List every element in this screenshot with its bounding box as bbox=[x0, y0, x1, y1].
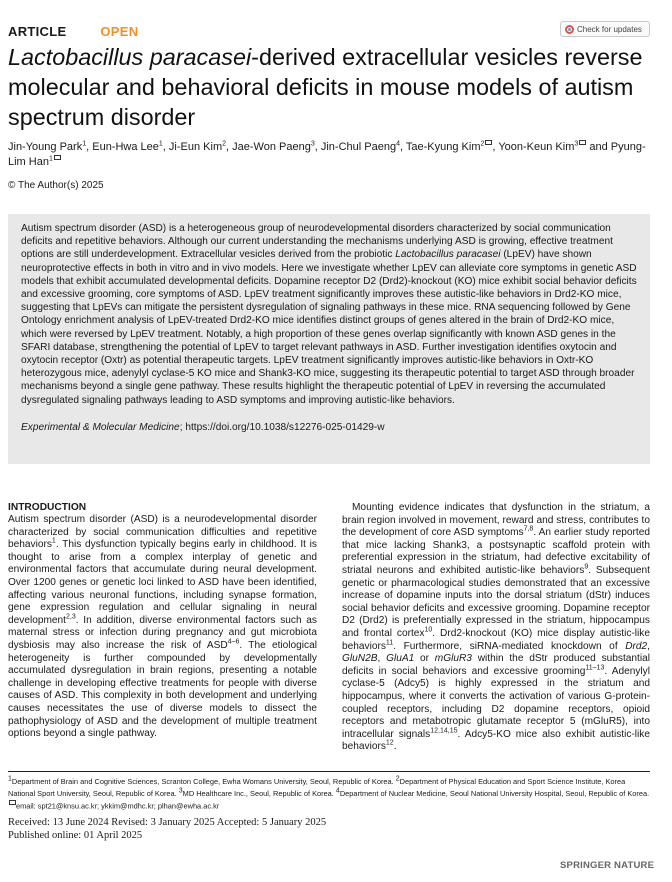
author-affiliation-ref: 1 bbox=[82, 140, 87, 148]
author-name[interactable]: Ji-Eun Kim bbox=[168, 141, 223, 153]
article-header bbox=[8, 24, 138, 39]
section-heading: INTRODUCTION bbox=[8, 502, 87, 513]
citation-ref[interactable]: 10 bbox=[424, 626, 433, 634]
citation-ref[interactable]: 9 bbox=[584, 563, 589, 571]
citation-ref[interactable]: 4–6 bbox=[227, 638, 240, 646]
citation-ref[interactable]: 7,8 bbox=[523, 525, 534, 533]
citation-ref[interactable]: 12 bbox=[385, 739, 394, 747]
check-for-updates-label: Check for updates bbox=[577, 24, 642, 34]
citation-ref[interactable]: 1 bbox=[51, 537, 56, 545]
author-affiliation-ref: 3 bbox=[574, 140, 579, 148]
citation-line bbox=[21, 421, 637, 434]
article-type: ARTICLE bbox=[8, 24, 67, 39]
citation-ref[interactable]: 11–13 bbox=[585, 664, 605, 672]
author-affiliation-ref: 2 bbox=[480, 140, 485, 148]
publisher-logo: SPRINGER NATURE bbox=[560, 860, 655, 871]
title-rest: -derived extracellular vesicles reverse molecular and behavioral deficits in mouse models of autism spectrum disorder bbox=[8, 44, 643, 130]
body-column-right bbox=[342, 502, 650, 754]
author-separator: , bbox=[314, 141, 321, 153]
author-separator: , bbox=[399, 141, 406, 153]
author-separator: , bbox=[226, 141, 233, 153]
author-affiliation-ref: 4 bbox=[396, 140, 400, 148]
email-icon bbox=[9, 800, 16, 805]
author-affiliation-ref: 3 bbox=[310, 140, 315, 148]
copyright: © The Author(s) 2025 bbox=[8, 180, 104, 191]
published-date: Published online: 01 April 2025 bbox=[8, 829, 143, 841]
author-name[interactable]: Jin-Chul Paeng bbox=[320, 141, 397, 153]
doi-link[interactable]: ; https://doi.org/10.1038/s12276-025-01429-w bbox=[179, 421, 385, 433]
received-dates: Received: 13 June 2024 Revised: 3 January 2025 Accepted: 5 January 2025 bbox=[8, 817, 327, 828]
contact-emails[interactable]: email: spt21@knsu.ac.kr; ykkim@mdhc.kr; plhan@ewha.ac.kr bbox=[16, 801, 220, 811]
email-icon[interactable] bbox=[54, 155, 61, 160]
author-affiliation-ref: 1 bbox=[158, 140, 163, 148]
author-separator: , bbox=[86, 141, 93, 153]
crossmark-icon bbox=[565, 25, 574, 34]
footer-divider bbox=[8, 771, 650, 772]
abstract-text: Autism spectrum disorder (ASD) is a heterogeneous group of neurodevelopmental disorders characterized by social communication deficits and repetitive behaviors. Although our current understanding the mechanisms underlying ASD is growing, effective treatment options are still underdevelopment. Extracellular vesicles derived from the probiotic Lactobacillus paracasei (LpEV) have shown neuroprotective effects in both in vitro and in vivo models. Here we investigate whether LpEV can alleviate core symptoms in genetic ASD models that exhibit accumulated developmental deficits. Dopamine receptor D2 (Drd2)-knockout (KO) mice exhibit social behavior deficits and excessive grooming, core symptoms of ASD. LpEV treatment significantly improves these autistic-like behaviors in Drd2-KO mice, suggesting that LpEVs can mitigate the persistent dysregulation of signaling pathways in these mice. RNA sequencing followed by Gene Ontology enrichment analysis of LpEV-treated Drd2-KO mice identifies distinct groups of genes altered in the brain of Drd2-KO mice, which were reversed by LpEV treatment. Notably, a high proportion of these genes overlap significantly with known ASD genes in the SFARI database, strengthening the potential of LpEV to target relevant pathways in ASD. Further investigation identifies oxytocin and oxytocin receptor (Oxtr) as potential therapeutic targets. LpEV treatment significantly improves autistic-like behaviors in Oxtr-KO heterozygous mice, adenylyl cyclase-5 KO mice and Shank3-KO mice, suggesting its therapeutic potential to target ASD through broader mechanisms beyond a single gene pathway. These results highlight the therapeutic potential of LpEV in reversing the accumulated dysregulated signaling pathways leading to ASD symptoms and improving autistic-like behaviors. bbox=[21, 223, 637, 406]
paragraph: Mounting evidence indicates that dysfunction in the striatum, a brain region involved in movement, reward and stress, contributes to the development of core ASD symptoms$^{7,8}$. An earlier study reported that mice lacking Shank3, a postsynaptic scaffold protein with preferential expression in the striatum, had defective excitability of striatal neurons and exhibited autistic-like behaviors$^9$. Subsequent genetic or pharmacological studies demonstrated that an excessive increase of dopamine inputs into the dorsal striatum (dStr) induces social behavior deficits and excessive grooming. Dopamine receptor D2 (Drd2) is preferentially expressed in the striatum, hippocampus and frontal cortex$^{10}$. Drd2-knockout (KO) mice display autistic-like behaviors$^{11}$. Furthermore, siRNA-mediated knockdown of Drd2, GluN2B, GluA1 or mGluR3 within the dStr produced substantial deficits in social behaviors and excessive grooming$^{11-13}$. Adenylyl cyclase-5 (Adcy5) is highly expressed in the striatum and hippocampus, where it converts the activation of various G-protein-coupled receptors, including D2 dopamine receptors, opioid receptors and metabotropic glutamate receptor 5 (mGluR5), into intracellular signals$^{12,14,15}$. Adcy5-KO mice also exhibit autistic-like behaviors$^{12}$. bbox=[342, 502, 650, 753]
citation-ref[interactable]: 11 bbox=[385, 639, 394, 647]
author-separator: , bbox=[162, 141, 169, 153]
publication-dates bbox=[8, 817, 326, 842]
author-affiliation-ref: 1 bbox=[48, 155, 53, 163]
author-separator: and bbox=[586, 141, 611, 153]
author-name[interactable]: Jin-Young Park bbox=[8, 141, 83, 153]
author-name[interactable]: Yoon-Keun Kim bbox=[498, 141, 575, 153]
author-affiliation-ref: 2 bbox=[222, 140, 227, 148]
author-list bbox=[8, 140, 648, 170]
citation-ref[interactable]: 12,14,15 bbox=[430, 727, 458, 735]
author-name[interactable]: Eun-Hwa Lee bbox=[92, 141, 159, 153]
check-for-updates-button[interactable] bbox=[560, 21, 650, 37]
affiliations: $^1$Department of Brain and Cognitive Sciences, Scranton College, Ewha Womans University, Seoul, Republic of Korea. $^2$Department of Physical Education and Sport Science Institute, Korea National Sport University, Seoul, Republic of Korea. $^3$MD Healthcare Inc., Seoul, Republic of Korea. $^4$Department of Nuclear Medicine, Seoul National University Hospital, Seoul, Republic of Korea. email: spt21@knsu.ac.kr; ykkim@mdhc.kr; plhan@ewha.ac.kr bbox=[8, 775, 650, 811]
author-name[interactable]: Pyung-Lim Han bbox=[8, 141, 646, 168]
title-italic: Lactobacillus paracasei bbox=[8, 44, 252, 70]
open-access-label: OPEN bbox=[100, 24, 139, 39]
paragraph: Autism spectrum disorder (ASD) is a neurodevelopmental disorder characterized by social communication difficulties and repetitive behaviors$^1$. This dysfunction typically begins early in childhood. It is thought to arise from a complex interplay of genetic and environmental factors that accumulate during neural development. Over 1200 genes or genetic loci linked to ASD have been identified, affecting various neuronal functions, including synapse formation, gene expression regulation and cellular signaling in neural development$^{2,3}$. In addition, diverse environmental factors such as maternal stress or infection during pregnancy and gut microbiota dysbiosis may also increase the risk of ASD$^{4-6}$. The etiological heterogeneity is further compounded by developmentally accumulated dysregulation in brain regions, presenting a notable challenge in developing effective treatments for people with diverse causes of ASD. This complexity in both development and underlying causes necessitates the use of diverse models to dissect the pathophysiology of ASD and the development of multiple treatment options beyond a single pathway. bbox=[8, 514, 317, 740]
journal-name: Experimental & Molecular Medicine bbox=[21, 421, 180, 433]
article-title bbox=[8, 42, 658, 132]
body-column-left bbox=[8, 502, 317, 741]
author-name[interactable]: Jae-Won Paeng bbox=[232, 141, 311, 153]
citation-ref[interactable]: 2,3 bbox=[65, 613, 76, 621]
author-separator: , bbox=[492, 141, 499, 153]
abstract-box bbox=[8, 214, 650, 464]
author-name[interactable]: Tae-Kyung Kim bbox=[405, 141, 481, 153]
